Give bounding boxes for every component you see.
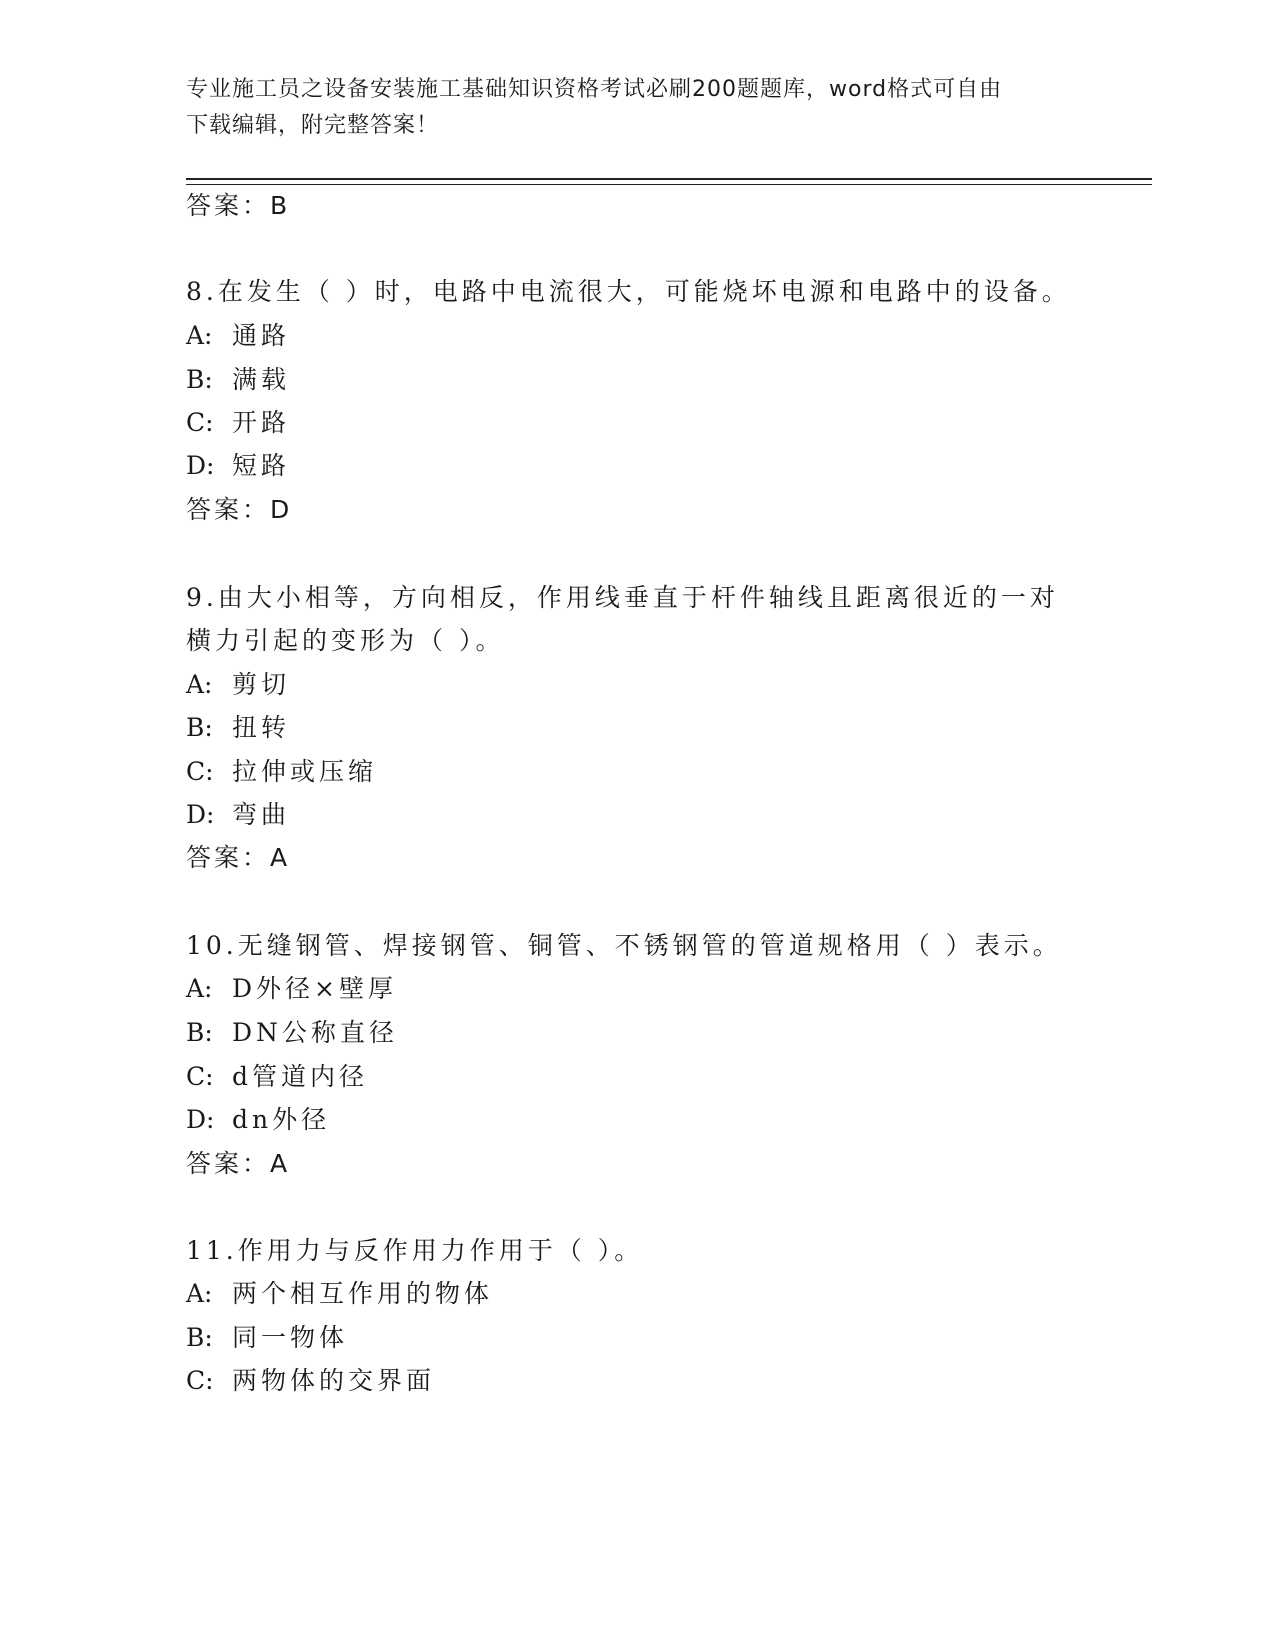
- header-line-2: 下载编辑，附完整答案！: [186, 113, 440, 138]
- option-text: DN公称直径: [232, 1018, 398, 1047]
- answer-line: [186, 186, 290, 222]
- answer-value: D: [270, 495, 293, 524]
- answer-line: [186, 1144, 290, 1180]
- option-b: [186, 360, 290, 396]
- option-letter: B:: [186, 1018, 213, 1047]
- option-text: 开路: [232, 408, 291, 437]
- option-letter: C:: [186, 757, 214, 786]
- option-letter: B:: [186, 1323, 213, 1352]
- option-a: [186, 665, 290, 701]
- option-letter: C:: [186, 1062, 214, 1091]
- option-d: [186, 1100, 330, 1136]
- option-b: [186, 1013, 398, 1049]
- option-letter: A:: [186, 974, 213, 1003]
- answer-label: 答案：: [186, 1149, 271, 1178]
- document-header: [186, 72, 1086, 144]
- option-c: [186, 752, 377, 788]
- option-text: 两物体的交界面: [232, 1366, 436, 1395]
- option-letter: A:: [186, 321, 213, 350]
- option-b: [186, 1318, 348, 1354]
- option-text: 拉伸或压缩: [232, 757, 378, 786]
- option-b: [186, 708, 290, 744]
- option-letter: B:: [186, 713, 213, 742]
- option-letter: D:: [186, 451, 215, 480]
- answer-label: 答案：: [186, 495, 271, 524]
- option-text: 两个相互作用的物体: [232, 1279, 494, 1308]
- option-c: [186, 403, 290, 439]
- option-text: 通路: [232, 321, 291, 350]
- question-stem: 9.由大小相等，方向相反，作用线垂直于杆件轴线且距离很近的一对: [186, 583, 1059, 612]
- question-stem: 10.无缝钢管、焊接钢管、铜管、不锈钢管的管道规格用（ ）表示。: [186, 931, 1062, 960]
- option-text: 同一物体: [232, 1323, 349, 1352]
- option-text: D外径×壁厚: [232, 974, 397, 1003]
- option-text: 剪切: [232, 670, 291, 699]
- answer-value: A: [270, 843, 291, 872]
- option-c: [186, 1361, 435, 1397]
- header-divider-thick: [186, 178, 1152, 180]
- header-divider-thin: [186, 184, 1152, 185]
- option-letter: C:: [186, 1366, 214, 1395]
- option-c: [186, 1057, 368, 1093]
- option-letter: D:: [186, 800, 215, 829]
- answer-label: 答案：: [186, 191, 271, 220]
- option-text: 满载: [232, 365, 291, 394]
- answer-value: A: [270, 1149, 291, 1178]
- option-a: [186, 969, 397, 1005]
- question-stem: 8.在发生（ ）时，电路中电流很大，可能烧坏电源和电路中的设备。: [186, 277, 1071, 306]
- option-text: 短路: [232, 451, 291, 480]
- option-d: [186, 795, 290, 831]
- option-text: dn外径: [232, 1105, 331, 1134]
- option-a: [186, 316, 290, 352]
- option-letter: D:: [186, 1105, 215, 1134]
- option-text: 扭转: [232, 713, 291, 742]
- question-stem: 11.作用力与反作用力作用于（ ）。: [186, 1236, 644, 1265]
- option-letter: C:: [186, 408, 214, 437]
- option-text: d管道内径: [232, 1062, 369, 1091]
- option-letter: A:: [186, 670, 213, 699]
- option-letter: B:: [186, 365, 213, 394]
- answer-label: 答案：: [186, 843, 271, 872]
- header-line-1: 专业施工员之设备安装施工基础知识资格考试必刷200题题库，word格式可自由: [186, 77, 1003, 102]
- answer-value: B: [270, 191, 291, 220]
- answer-line: [186, 490, 292, 526]
- answer-line: [186, 838, 290, 874]
- option-letter: A:: [186, 1279, 213, 1308]
- option-text: 弯曲: [232, 800, 291, 829]
- option-d: [186, 446, 290, 482]
- question-stem-continued: 横力引起的变形为（ ）。: [186, 626, 505, 655]
- option-a: [186, 1274, 493, 1310]
